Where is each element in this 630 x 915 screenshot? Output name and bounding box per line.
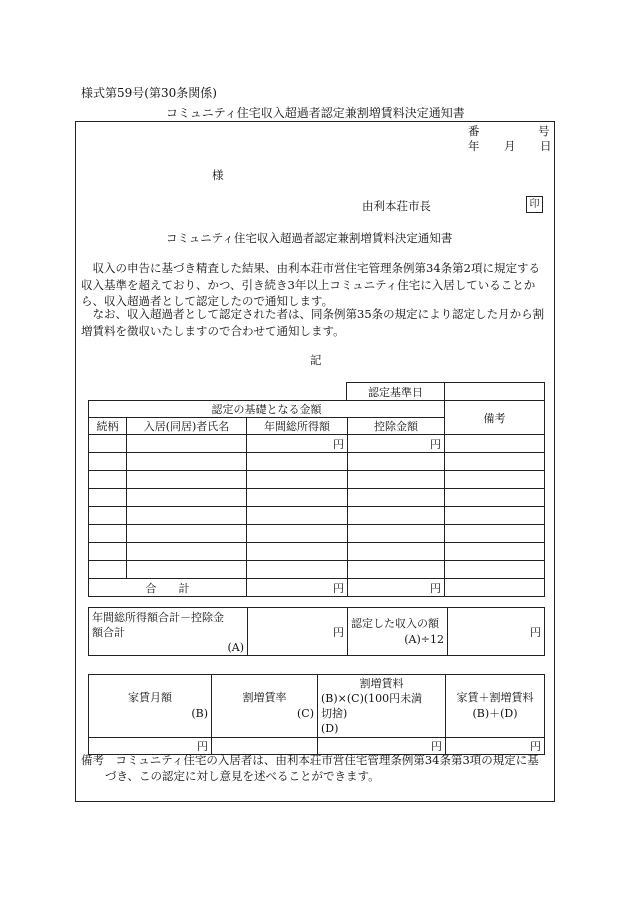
surcharge-mark: (D) <box>321 722 339 735</box>
date-month: 月 <box>504 139 516 153</box>
table-row <box>89 453 545 471</box>
recognized-income-label-cell <box>348 608 448 656</box>
recognition-date-label: 認定基準日 <box>347 383 445 401</box>
number-label: 番 <box>468 124 480 138</box>
surcharge-label: 割増賃料 <box>359 677 404 690</box>
table-row <box>89 507 545 525</box>
recognized-income-yen: 円 <box>448 608 545 656</box>
number-suffix: 号 <box>538 124 550 138</box>
recognized-income-formula: (A)÷12 <box>404 632 444 646</box>
rent-total-header <box>446 675 545 738</box>
net-income-label-cell <box>89 608 248 656</box>
income-yen: 円 <box>247 435 348 453</box>
table-row <box>89 489 545 507</box>
body-paragraph-2: なお、収入超過者として認定された者は、同条例第35条の規定により認定した月から割増賃料を徴収いたしますので合わせて通知します。 <box>81 307 545 338</box>
monthly-rent-label: 家賃月額 <box>128 691 172 704</box>
remark-line-1: 備考 コミュニティ住宅の入居者は、由利本荘市営住宅管理条例第34条第3項の規定に基 <box>81 753 539 767</box>
rent-table <box>88 674 545 755</box>
monthly-rent-header <box>89 675 212 738</box>
surcharge-rate-header <box>212 675 318 738</box>
inner-title: コミュニティ住宅収入超過者認定兼割増賃料決定通知書 <box>166 231 453 245</box>
recognition-date-value[interactable] <box>445 383 545 401</box>
surcharge-yen: 円 <box>318 738 446 755</box>
surcharge-rate-mark: (C) <box>297 707 314 720</box>
table-row <box>89 435 545 453</box>
monthly-rent-mark: (B) <box>191 707 208 720</box>
surcharge-formula-1: (B)×(C)(100円未満 <box>321 692 423 705</box>
ki-heading: 記 <box>310 353 322 367</box>
deduction-header: 控除金額 <box>348 418 445 435</box>
body-paragraph-1: 収入の申告に基づき精査した結果、由利本荘市営住宅管理条例第34条第2項に規定する収入基準を超えており、かつ、引き続き3年以上コミュニティ住宅に入居していることから、収入超過者として認定したので通知します。 <box>81 261 540 308</box>
document-title: コミュニティ住宅収入超過者認定兼割増賃料決定通知書 <box>166 106 465 120</box>
addressee-suffix: 様 <box>212 168 224 182</box>
net-income-mark: (A) <box>227 641 244 654</box>
table-row <box>89 561 545 579</box>
net-income-yen: 円 <box>248 608 348 656</box>
recognized-income-table <box>88 607 545 656</box>
issuer-name: 由利本荘市長 <box>362 199 431 213</box>
total-row <box>89 579 545 597</box>
monthly-rent-yen: 円 <box>89 738 212 755</box>
surcharge-formula-2: 切捨) <box>321 707 348 720</box>
income-basis-header: 認定の基礎となる金額 <box>89 401 445 418</box>
net-income-label-line1: 年間総所得額合計－控除金 <box>92 611 224 624</box>
date-day: 日 <box>540 139 552 153</box>
seal-stamp: 印 <box>526 196 543 213</box>
income-table <box>88 400 545 597</box>
total-deduction-yen: 円 <box>348 579 445 597</box>
form-number: 様式第59号(第30条関係) <box>81 86 217 100</box>
surcharge-rate-label: 割増賃率 <box>242 691 287 704</box>
rent-total-formula: (B)＋(D) <box>472 707 518 720</box>
net-income-label-line2: 額合計 <box>92 626 125 639</box>
relation-header: 続柄 <box>89 418 127 435</box>
surcharge-header <box>318 675 446 738</box>
date-year: 年 <box>468 139 480 153</box>
total-income-yen: 円 <box>247 579 348 597</box>
rent-total-yen: 円 <box>446 738 545 755</box>
total-label: 合 計 <box>89 579 247 597</box>
recognized-income-label: 認定した収入の額 <box>351 616 439 630</box>
rent-total-label: 家賃＋割増賃料 <box>456 691 534 704</box>
annual-income-header: 年間総所得額 <box>247 418 348 435</box>
remark-note <box>81 752 555 784</box>
remark-line-2: づき、この認定に対し意見を述べることができます。 <box>105 769 380 783</box>
table-row <box>89 525 545 543</box>
remarks-header: 備考 <box>445 401 545 435</box>
recognition-date-table <box>346 382 545 401</box>
table-row <box>89 471 545 489</box>
resident-name-header: 入居(同居)者氏名 <box>127 418 247 435</box>
table-row <box>89 543 545 561</box>
deduction-yen: 円 <box>348 435 445 453</box>
